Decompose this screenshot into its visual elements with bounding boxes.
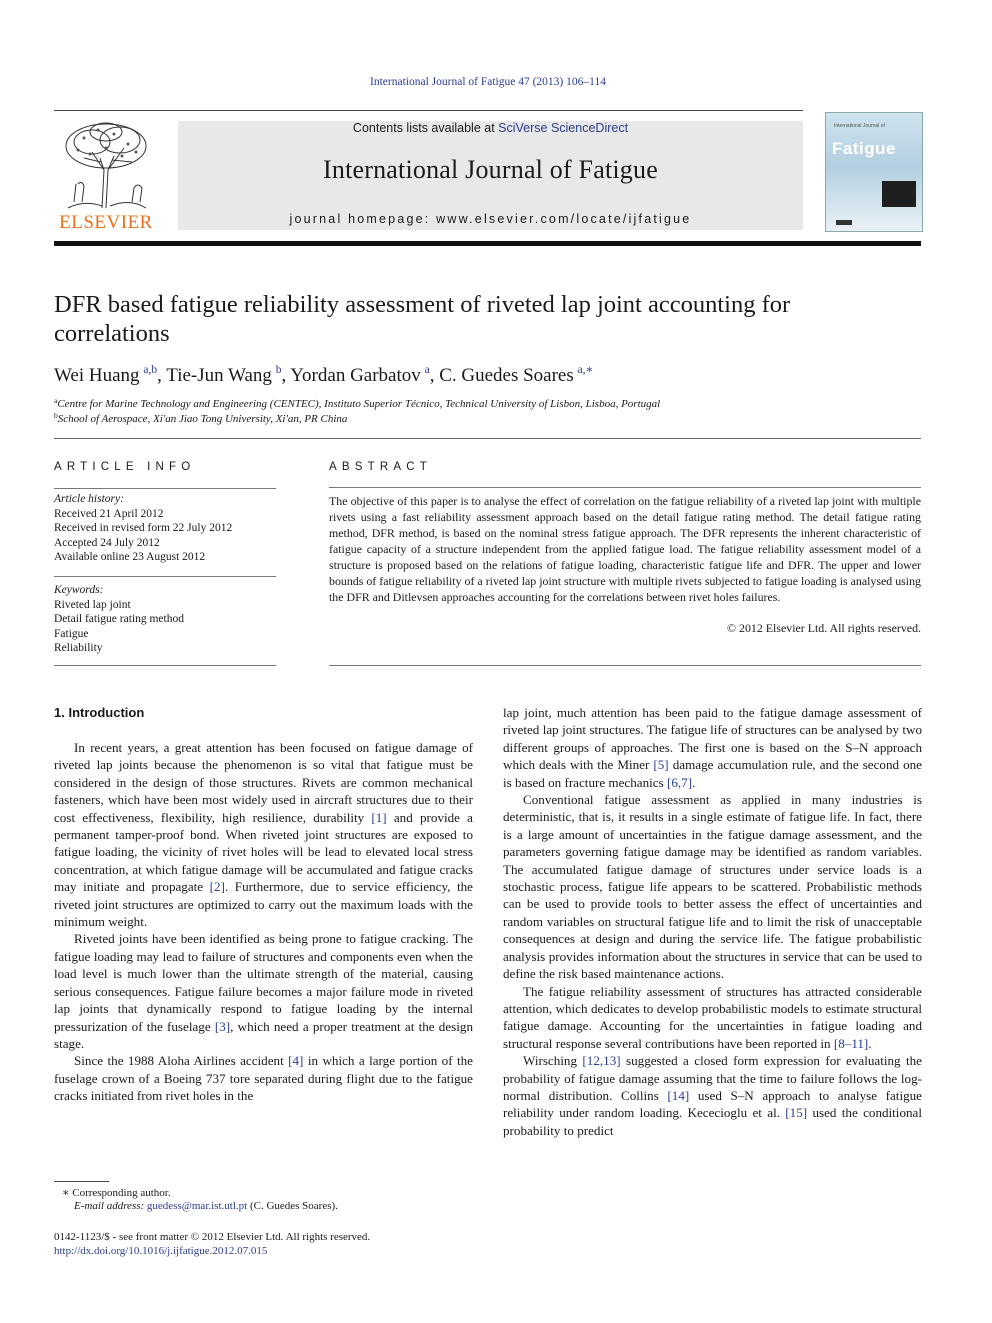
email-label: E-mail address: — [74, 1200, 147, 1212]
body-text: The fatigue reliability assessment of structures has attracted considerable attention, which dedicates to develop probabilistic models to estimate structural fatigue damage. Accounting for the uncertainties in fatigue loading and structural response several contributions have been reported in — [503, 983, 922, 1051]
body-text: and provide a permanent tamper-proof bond. When riveted joint structures are exposed to fatigue loading, the vicinity of rivet holes will be lead to elevated local stress concentration, at which fatigue damage will be accumulated and fatigue cracks may initiate and propagate — [54, 809, 473, 895]
body-text: Riveted joints have been identified as being prone to fatigue cracking. The fatigue loading may lead to failure of structures and components even when the load level is much lower than the ultimate strength of the material, causing serious consequences. Fatigue failure becomes a major failure mode in riveted lap joints that dynamically respond to fatigue loading by the internal pressurization of the fuselage — [54, 931, 473, 1034]
body-text: used the conditional probability to predict — [503, 1105, 922, 1138]
affiliation-text: School of Aerospace, Xi'an Jiao Tong University, Xi'an, PR China — [57, 413, 348, 425]
citation-link[interactable]: [14] — [667, 1087, 690, 1103]
elsevier-tree-icon — [54, 118, 158, 210]
body-text: Conventional fatigue assessment as applied in many industries is deterministic, that is, it results in a single estimate of fatigue life. In fact, there is a large amount of uncertainties in the fatigue damage assessment, and the parameters governing fatigue damage may be identified as random variables. The accumulated fatigue damage of structures under service loads is a stochastic process, fatigue life appears to be scattered. Probabilistic methods can be used to provide tools to better assess the effect of uncertainties and random variables on structural fatigue life and to limit the risk of unacceptable consequences at design and during the service life. The fatigue probabilistic analysis provides information about the structures in service that can be used to define the risk based maintenance actions. — [503, 792, 922, 982]
citation-link[interactable]: [15] — [785, 1105, 808, 1121]
author-affiliation-marker[interactable]: a — [424, 364, 430, 376]
citation-link[interactable]: [3] — [214, 1018, 231, 1034]
keywords-label: Keywords: — [54, 584, 104, 596]
affiliation-rule — [54, 438, 921, 439]
keyword-item: Reliability — [54, 642, 103, 654]
body-text: lap joint, much attention has been paid to the fatigue damage assessment of riveted lap joint structures. The fatigue life of structures can be analysed by two different groups of approaches. The first one is based on the S–N approach which deals with the Miner — [503, 705, 922, 773]
body-text: damage accumulation rule, and the second one is based on fracture mechanics — [503, 757, 922, 790]
history-label: Article history: — [54, 493, 124, 505]
keywords — [54, 583, 184, 656]
author-name: Tie-Jun Wang — [166, 365, 272, 386]
body-paragraph — [54, 739, 473, 930]
keyword-item: Fatigue — [54, 627, 89, 640]
body-text: Since the 1988 Aloha Airlines accident — [74, 1053, 289, 1069]
journal-cover-thumbnail — [825, 112, 923, 232]
homepage-url[interactable]: www.elsevier.com/locate/ijfatigue — [436, 212, 692, 226]
author-name: Wei Huang — [54, 365, 140, 386]
contents-line — [178, 121, 803, 135]
body-column-right — [503, 704, 922, 1139]
history-item: Available online 23 August 2012 — [54, 551, 206, 563]
abstract-text: The objective of this paper is to analyse the effect of correlation on the fatigue reliability of a riveted lap joint with multiple rivets using a fast reliability assessment approach based on the detail fatigue rating method. The detail fatigue rating method, DFR method, is based on the nominal stress fatigue approach. The DFR represents the inherent characteristic of fatigue capacity of a structure independent from the applied fatigue load. The fatigue reliability assessment model of a structure is proposed based on the relations of fatigue loading, characteristic fatigue life and DFR. The upper and lower bounds of fatigue reliability of a riveted lap joint structure with multiple rivets subjected to fatigue loading is analysed using the DFR and Ditlevsen approaches accounting for the correlations between rivet holes failures. — [329, 494, 921, 604]
cover-subtitle: International Journal of — [834, 123, 885, 129]
author-affiliation-marker[interactable]: a,∗ — [577, 364, 594, 376]
homepage-prefix: journal homepage: — [289, 212, 437, 226]
body-column-left — [54, 739, 473, 1105]
abstract-copyright: © 2012 Elsevier Ltd. All rights reserved. — [727, 621, 921, 635]
citation-link[interactable]: [4] — [288, 1053, 304, 1069]
affiliation-text: Centre for Marine Technology and Engineering (CENTEC), Instituto Superior Técnico, Technical University of Lisbon, Lisboa, Portugal — [57, 398, 661, 410]
sciencedirect-link[interactable]: SciVerse ScienceDirect — [498, 121, 629, 135]
email-link[interactable]: guedess@mar.ist.utl.pt — [146, 1200, 248, 1212]
header-bottom-rule — [54, 241, 921, 246]
body-text: Wirsching — [523, 1053, 583, 1069]
cover-panel — [882, 181, 916, 207]
abstract-rule-top — [329, 487, 921, 488]
citation-link[interactable]: [2] — [209, 879, 225, 895]
citation-link[interactable]: [12,13] — [582, 1053, 621, 1069]
article-info-rule-bottom — [54, 665, 276, 666]
body-text: In recent years, a great attention has been focused on fatigue damage of riveted lap joints because the phenomenon is so vital that fatigue must be considered in the design of those structures. Rivets are common mechanical fasteners, which have been most widely used in aircraft structures due to their cost effectiveness, flexibility, high resilience, durability — [54, 740, 473, 825]
email-suffix: (C. Guedes Soares). — [247, 1200, 338, 1212]
article-info-rule-middle — [54, 576, 276, 577]
author-name: C. Guedes Soares — [439, 365, 574, 386]
affiliation-marker: b — [54, 411, 58, 420]
body-paragraph — [503, 983, 922, 1053]
keyword-item: Detail fatigue rating method — [54, 613, 184, 625]
affiliation-a — [54, 396, 660, 410]
citation-link[interactable]: [5] — [653, 757, 669, 773]
email-note — [74, 1200, 338, 1212]
doi-link[interactable]: http://dx.doi.org/10.1016/j.ijfatigue.2012.07.015 — [54, 1245, 268, 1257]
citation-link[interactable]: [8–11] — [833, 1035, 869, 1051]
body-paragraph — [54, 1052, 473, 1104]
body-paragraph — [503, 704, 922, 791]
journal-title: International Journal of Fatigue — [323, 155, 658, 184]
header-top-rule — [54, 110, 803, 111]
abstract-heading: ABSTRACT — [329, 461, 432, 473]
body-paragraph — [54, 930, 473, 1052]
article-info-heading: ARTICLE INFO — [54, 461, 196, 473]
history-item: Accepted 24 July 2012 — [54, 536, 160, 549]
affiliation-b — [54, 411, 347, 425]
elsevier-logo — [54, 118, 158, 234]
citation-link[interactable]: [6,7] — [666, 774, 693, 790]
article-history — [54, 492, 232, 565]
abstract-rule-bottom — [329, 665, 921, 666]
author-affiliation-marker[interactable]: b — [275, 364, 282, 376]
section-heading: 1. Introduction — [54, 705, 145, 720]
elsevier-wordmark: ELSEVIER — [59, 212, 153, 233]
issn-line: 0142-1123/$ - see front matter © 2012 Elsevier Ltd. All rights reserved. — [54, 1231, 371, 1243]
body-text: in which a large portion of the fuselage crown of a Boeing 737 tore separated during flight due to the fatigue cracks initiated from rivet holes in the — [54, 1053, 473, 1104]
citation-link[interactable]: [1] — [371, 809, 387, 825]
author-name: Yordan Garbatov — [290, 365, 421, 386]
paper-title: DFR based fatigue reliability assessment of riveted lap joint accounting for correlations — [54, 291, 791, 347]
body-text: . Furthermore, due to service efficiency, the riveted joint structures are optimized to carry out the maximum loads with the minimum weight. — [54, 879, 473, 930]
body-text: . — [692, 774, 696, 790]
history-item: Received 21 April 2012 — [54, 507, 164, 520]
contents-prefix: Contents lists available at — [352, 121, 499, 135]
body-text: . — [868, 1035, 872, 1051]
body-paragraph — [503, 791, 922, 982]
body-text: suggested a closed form expression for evaluating the probability of fatigue damage assuming that the time to failure follows the log-normal distribution. Collins — [503, 1053, 922, 1103]
footnote-rule — [54, 1181, 109, 1182]
journal-homepage — [178, 212, 803, 226]
journal-reference[interactable]: International Journal of Fatigue 47 (2013) 106–114 — [370, 76, 606, 88]
article-info-rule-top — [54, 488, 276, 489]
keyword-item: Riveted lap joint — [54, 598, 131, 611]
author-list: Wei Huang $^{a,b}$, Tie-Jun Wang $^b$, Yordan Garbatov $^a$, C. Guedes Soares $^{a,∗}$ — [54, 364, 594, 386]
affiliation-marker: a — [54, 396, 58, 405]
corresponding-author-note: ∗ Corresponding author. — [62, 1187, 171, 1199]
cover-title: Fatigue — [832, 139, 896, 158]
history-item: Received in revised form 22 July 2012 — [54, 522, 233, 534]
body-paragraph — [503, 1052, 922, 1139]
body-text: , which need a proper treatment at the design stage. — [54, 1018, 473, 1051]
cover-logo — [836, 220, 852, 225]
body-text: used S–N approach to analyse fatigue reliability under random loading. Kececioglu et al. — [503, 1087, 922, 1121]
author-affiliation-marker[interactable]: a,b — [143, 364, 158, 376]
